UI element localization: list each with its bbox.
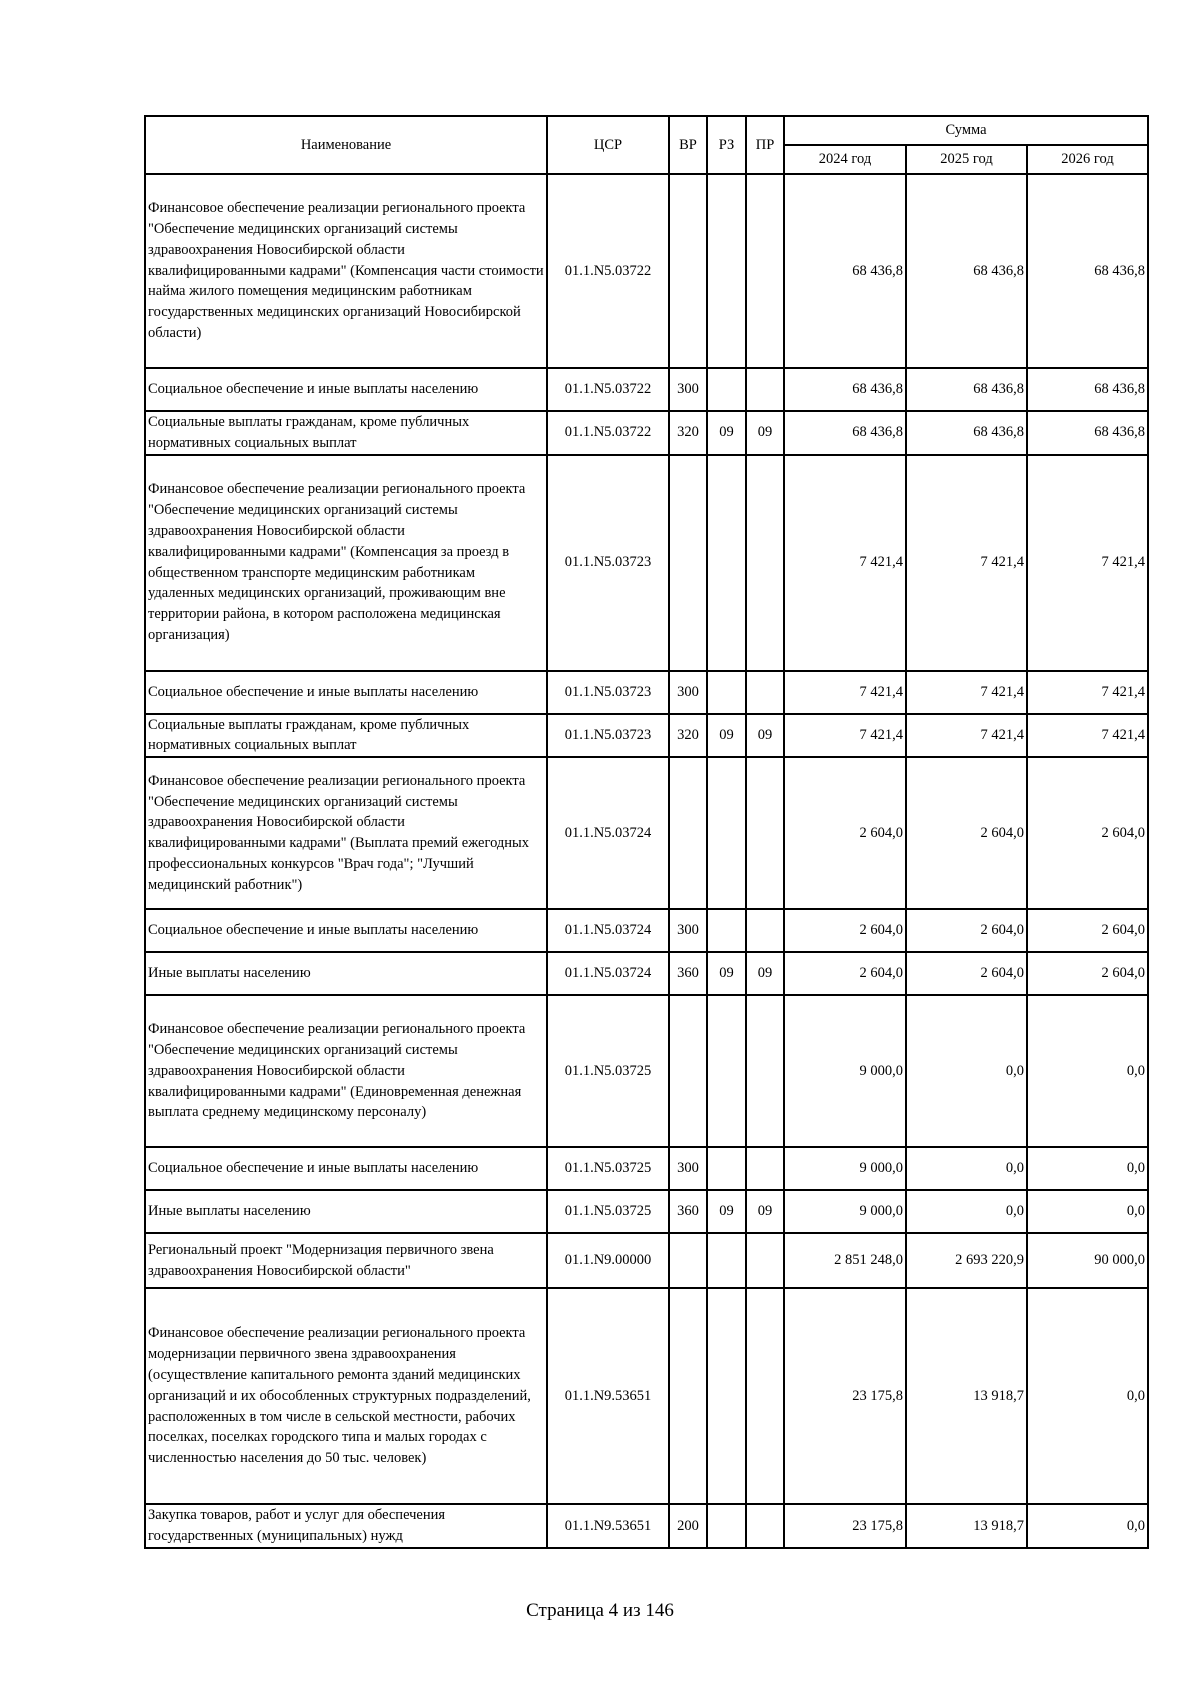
row-value-2024: 23 175,8 [784, 1288, 906, 1504]
header-year-2025: 2025 год [906, 145, 1027, 174]
row-vr: 200 [669, 1504, 707, 1548]
table-row [145, 455, 1148, 671]
row-value-2024: 2 851 248,0 [784, 1233, 906, 1288]
row-vr: 300 [669, 909, 707, 952]
row-pr [746, 455, 784, 671]
row-value-2025: 7 421,4 [906, 671, 1027, 714]
table-row [145, 757, 1148, 909]
row-pr: 09 [746, 411, 784, 455]
row-value-2026: 7 421,4 [1027, 671, 1148, 714]
row-name: Социальные выплаты гражданам, кроме публичных нормативных социальных выплат [145, 411, 547, 455]
row-csr: 01.1.N5.03723 [547, 671, 669, 714]
row-value-2025: 7 421,4 [906, 455, 1027, 671]
row-name: Социальное обеспечение и иные выплаты населению [145, 671, 547, 714]
row-value-2026: 0,0 [1027, 1190, 1148, 1233]
row-rz [707, 671, 746, 714]
row-value-2026: 2 604,0 [1027, 757, 1148, 909]
row-value-2026: 2 604,0 [1027, 952, 1148, 995]
table-row [145, 1147, 1148, 1190]
row-value-2025: 2 693 220,9 [906, 1233, 1027, 1288]
row-value-2024: 9 000,0 [784, 1190, 906, 1233]
row-value-2026: 7 421,4 [1027, 714, 1148, 758]
row-pr: 09 [746, 1190, 784, 1233]
row-value-2024: 68 436,8 [784, 411, 906, 455]
row-name: Иные выплаты населению [145, 1190, 547, 1233]
row-pr [746, 671, 784, 714]
header-csr: ЦСР [547, 116, 669, 174]
row-pr [746, 1147, 784, 1190]
budget-table [144, 115, 1149, 1549]
row-pr [746, 1288, 784, 1504]
row-rz [707, 368, 746, 411]
row-vr: 300 [669, 1147, 707, 1190]
row-csr: 01.1.N5.03722 [547, 368, 669, 411]
row-name: Финансовое обеспечение реализации регионального проекта "Обеспечение медицинских организаций системы здравоохранения Новосибирской области квалифицированными кадрами" (Компенсация части стоимости найма жилого помещения медицинским работникам государственных медицинских организаций Новосибирской области) [145, 174, 547, 368]
row-csr: 01.1.N5.03724 [547, 909, 669, 952]
row-value-2026: 68 436,8 [1027, 411, 1148, 455]
row-value-2025: 2 604,0 [906, 952, 1027, 995]
row-value-2025: 68 436,8 [906, 411, 1027, 455]
row-value-2024: 23 175,8 [784, 1504, 906, 1548]
row-value-2026: 68 436,8 [1027, 368, 1148, 411]
table-row [145, 1288, 1148, 1504]
row-value-2026: 7 421,4 [1027, 455, 1148, 671]
row-name: Региональный проект "Модернизация первичного звена здравоохранения Новосибирской области" [145, 1233, 547, 1288]
row-name: Финансовое обеспечение реализации регионального проекта "Обеспечение медицинских организаций системы здравоохранения Новосибирской области квалифицированными кадрами" (Компенсация за проезд в общественном транспорте медицинским работникам удаленных медицинских организаций, проживающим вне территории района, в котором расположена медицинская организация) [145, 455, 547, 671]
row-vr [669, 174, 707, 368]
row-value-2025: 2 604,0 [906, 909, 1027, 952]
table-row [145, 1504, 1148, 1548]
row-pr [746, 1233, 784, 1288]
row-csr: 01.1.N5.03725 [547, 1190, 669, 1233]
row-value-2025: 0,0 [906, 1190, 1027, 1233]
header-pr: ПР [746, 116, 784, 174]
table-header [145, 116, 1148, 174]
row-value-2024: 9 000,0 [784, 1147, 906, 1190]
table-row [145, 368, 1148, 411]
row-csr: 01.1.N9.53651 [547, 1288, 669, 1504]
row-value-2024: 7 421,4 [784, 714, 906, 758]
row-value-2024: 9 000,0 [784, 995, 906, 1147]
row-value-2025: 2 604,0 [906, 757, 1027, 909]
header-vr: ВР [669, 116, 707, 174]
row-value-2026: 0,0 [1027, 1504, 1148, 1548]
table-row [145, 671, 1148, 714]
header-sum: Сумма [784, 116, 1148, 145]
page-number: Страница 4 из 146 [526, 1600, 674, 1621]
row-name: Социальные выплаты гражданам, кроме публичных нормативных социальных выплат [145, 714, 547, 758]
row-value-2026: 2 604,0 [1027, 909, 1148, 952]
row-value-2025: 68 436,8 [906, 174, 1027, 368]
row-rz [707, 455, 746, 671]
table-row [145, 995, 1148, 1147]
row-rz: 09 [707, 714, 746, 758]
row-pr [746, 174, 784, 368]
row-vr: 300 [669, 368, 707, 411]
row-name: Финансовое обеспечение реализации регионального проекта "Обеспечение медицинских организаций системы здравоохранения Новосибирской области квалифицированными кадрами" (Единовременная денежная выплата среднему медицинскому персоналу) [145, 995, 547, 1147]
row-value-2026: 0,0 [1027, 1288, 1148, 1504]
row-name: Социальное обеспечение и иные выплаты населению [145, 909, 547, 952]
row-value-2025: 0,0 [906, 1147, 1027, 1190]
row-value-2024: 2 604,0 [784, 952, 906, 995]
row-pr [746, 909, 784, 952]
row-value-2025: 13 918,7 [906, 1288, 1027, 1504]
header-name: Наименование [145, 116, 547, 174]
row-vr: 320 [669, 714, 707, 758]
row-csr: 01.1.N5.03723 [547, 714, 669, 758]
row-rz [707, 1147, 746, 1190]
row-name: Социальное обеспечение и иные выплаты населению [145, 368, 547, 411]
row-rz: 09 [707, 952, 746, 995]
table-row [145, 411, 1148, 455]
row-value-2026: 0,0 [1027, 995, 1148, 1147]
row-csr: 01.1.N9.00000 [547, 1233, 669, 1288]
row-vr [669, 1288, 707, 1504]
row-rz [707, 995, 746, 1147]
row-value-2024: 7 421,4 [784, 671, 906, 714]
row-pr: 09 [746, 714, 784, 758]
row-pr [746, 368, 784, 411]
table-row [145, 952, 1148, 995]
row-value-2024: 2 604,0 [784, 757, 906, 909]
row-name: Иные выплаты населению [145, 952, 547, 995]
row-vr [669, 995, 707, 1147]
row-csr: 01.1.N5.03722 [547, 174, 669, 368]
row-rz: 09 [707, 1190, 746, 1233]
row-pr [746, 757, 784, 909]
header-year-2026: 2026 год [1027, 145, 1148, 174]
row-name: Финансовое обеспечение реализации регионального проекта "Обеспечение медицинских организаций системы здравоохранения Новосибирской области квалифицированными кадрами" (Выплата премий ежегодных профессиональных конкурсов "Врач года"; "Лучший медицинский работник") [145, 757, 547, 909]
row-rz [707, 909, 746, 952]
row-csr: 01.1.N5.03724 [547, 757, 669, 909]
row-rz [707, 1233, 746, 1288]
row-vr: 320 [669, 411, 707, 455]
row-value-2026: 68 436,8 [1027, 174, 1148, 368]
row-rz [707, 757, 746, 909]
row-vr [669, 455, 707, 671]
row-vr: 300 [669, 671, 707, 714]
row-name: Финансовое обеспечение реализации регионального проекта модернизации первичного звена здравоохранения (осуществление капитального ремонта зданий медицинских организаций и их обособленных структурных подразделений, расположенных в том числе в сельской местности, рабочих поселках, поселках городского типа и малых городах с численностью населения до 50 тыс. человек) [145, 1288, 547, 1504]
row-value-2025: 68 436,8 [906, 368, 1027, 411]
row-csr: 01.1.N9.53651 [547, 1504, 669, 1548]
row-csr: 01.1.N5.03725 [547, 995, 669, 1147]
row-csr: 01.1.N5.03723 [547, 455, 669, 671]
row-value-2024: 68 436,8 [784, 174, 906, 368]
row-pr [746, 1504, 784, 1548]
row-value-2026: 0,0 [1027, 1147, 1148, 1190]
row-value-2025: 7 421,4 [906, 714, 1027, 758]
row-csr: 01.1.N5.03724 [547, 952, 669, 995]
row-name: Социальное обеспечение и иные выплаты населению [145, 1147, 547, 1190]
row-name: Закупка товаров, работ и услуг для обеспечения государственных (муниципальных) нужд [145, 1504, 547, 1548]
table-row [145, 714, 1148, 758]
row-csr: 01.1.N5.03725 [547, 1147, 669, 1190]
header-rz: РЗ [707, 116, 746, 174]
table-row [145, 1190, 1148, 1233]
row-vr: 360 [669, 1190, 707, 1233]
row-pr [746, 995, 784, 1147]
row-value-2025: 0,0 [906, 995, 1027, 1147]
row-csr: 01.1.N5.03722 [547, 411, 669, 455]
row-value-2026: 90 000,0 [1027, 1233, 1148, 1288]
row-vr [669, 757, 707, 909]
row-value-2024: 68 436,8 [784, 368, 906, 411]
row-value-2024: 7 421,4 [784, 455, 906, 671]
row-value-2025: 13 918,7 [906, 1504, 1027, 1548]
table-row [145, 909, 1148, 952]
row-vr [669, 1233, 707, 1288]
row-vr: 360 [669, 952, 707, 995]
row-rz [707, 1288, 746, 1504]
table-row [145, 1233, 1148, 1288]
row-rz [707, 174, 746, 368]
header-year-2024: 2024 год [784, 145, 906, 174]
row-rz [707, 1504, 746, 1548]
row-pr: 09 [746, 952, 784, 995]
table-row [145, 174, 1148, 368]
row-rz: 09 [707, 411, 746, 455]
table-body [145, 174, 1148, 1548]
row-value-2024: 2 604,0 [784, 909, 906, 952]
